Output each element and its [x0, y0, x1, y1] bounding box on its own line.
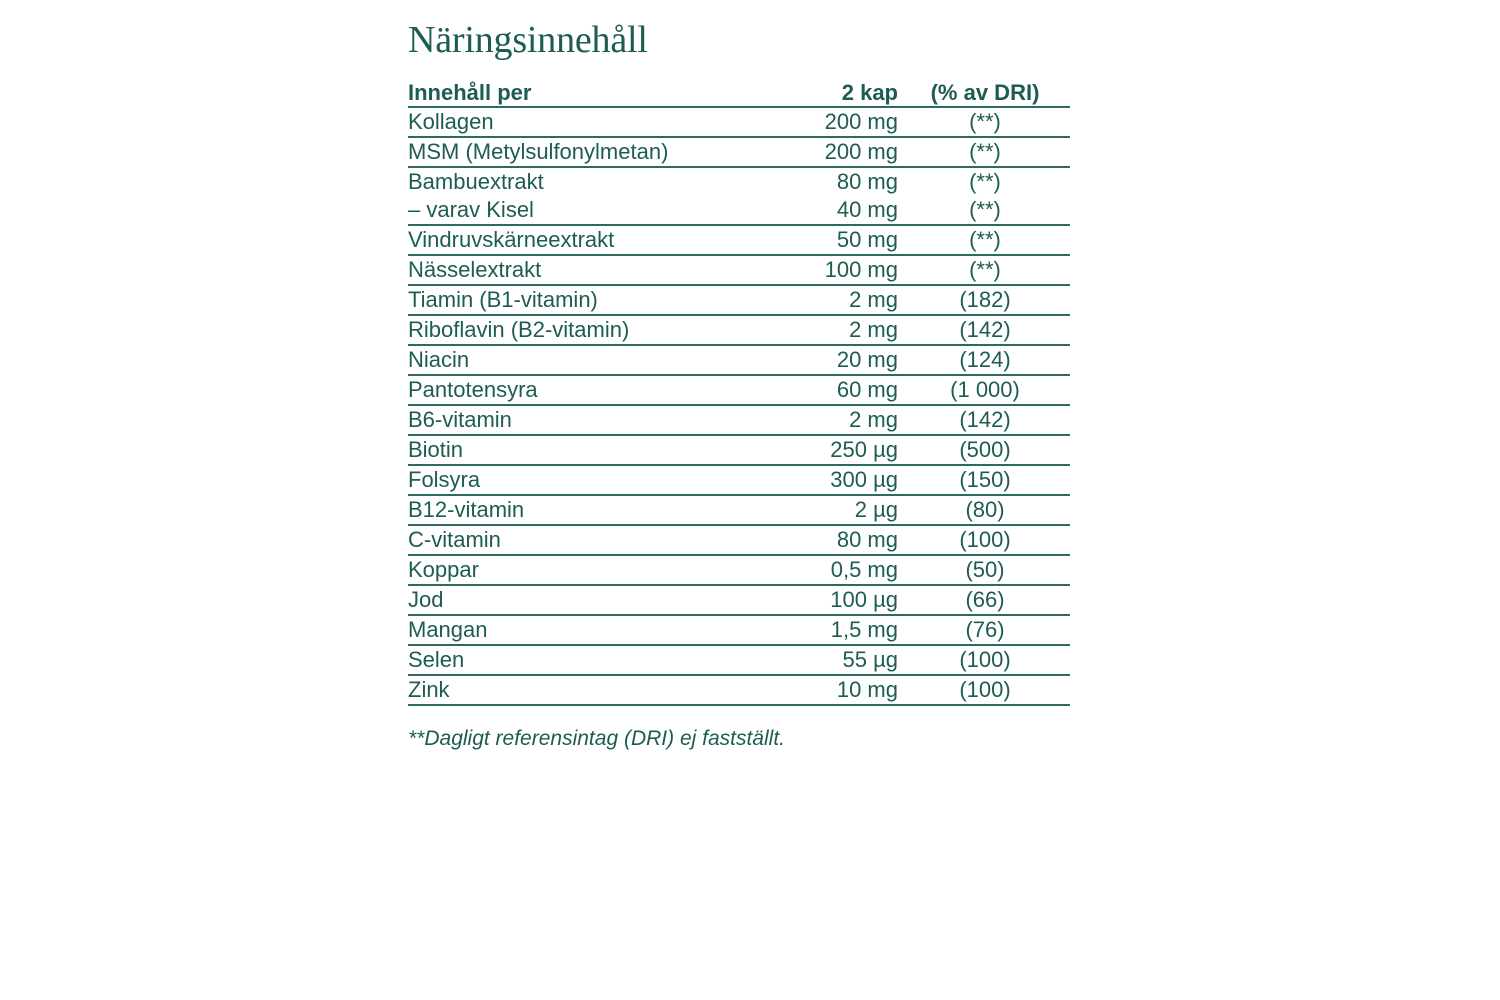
row-dri-percent [900, 435, 1070, 465]
row-nutrient-name-primary: Kollagen [408, 109, 494, 134]
table-header [408, 80, 1070, 107]
table-row [408, 465, 1070, 495]
row-nutrient-name-primary: Koppar [408, 557, 479, 582]
row-dri-percent-primary: (**) [969, 227, 1001, 252]
row-dri-percent [900, 525, 1070, 555]
row-dri-percent-primary: (**) [969, 139, 1001, 164]
row-nutrient-name-secondary: – varav Kisel [408, 197, 534, 222]
row-dri-percent [900, 345, 1070, 375]
row-amount-primary: 300 µg [830, 467, 898, 492]
footnote: **Dagligt referensintag (DRI) ej fastställt. [408, 727, 785, 750]
row-nutrient-name [408, 107, 778, 137]
row-dri-percent-primary: (124) [959, 347, 1011, 372]
row-amount [778, 495, 900, 525]
row-amount-primary: 20 mg [836, 347, 898, 372]
row-amount-primary: 2 mg [849, 317, 898, 342]
table-row [408, 435, 1070, 465]
row-dri-percent-primary: (150) [959, 467, 1011, 492]
row-amount [778, 315, 900, 345]
row-dri-percent-primary: (100) [959, 527, 1011, 552]
row-amount-primary: 50 mg [836, 227, 898, 252]
row-nutrient-name-primary: Jod [408, 587, 444, 612]
row-dri-percent-primary: (1 000) [950, 377, 1020, 402]
row-nutrient-name [408, 285, 778, 315]
row-nutrient-name [408, 465, 778, 495]
row-nutrient-name-primary: Zink [408, 677, 450, 702]
table-row [408, 405, 1070, 435]
nutrition-panel [408, 18, 1070, 752]
row-nutrient-name-primary: MSM (Metylsulfonylmetan) [408, 139, 669, 164]
row-dri-percent-primary: (100) [959, 677, 1011, 702]
row-dri-percent [900, 285, 1070, 315]
row-dri-percent-primary: (80) [965, 497, 1005, 522]
row-dri-percent-primary: (500) [959, 437, 1011, 462]
table-body [408, 107, 1070, 705]
row-nutrient-name [408, 345, 778, 375]
row-nutrient-name [408, 555, 778, 585]
table-row [408, 285, 1070, 315]
header-row [408, 80, 1070, 107]
row-dri-percent [900, 495, 1070, 525]
row-amount [778, 225, 900, 255]
row-dri-percent [900, 405, 1070, 435]
row-amount-primary: 80 mg [836, 169, 898, 194]
table-row [408, 675, 1070, 705]
row-amount-primary: 100 mg [824, 257, 898, 282]
row-dri-percent-primary: (66) [965, 587, 1005, 612]
row-amount [778, 435, 900, 465]
row-nutrient-name [408, 675, 778, 705]
row-nutrient-name-primary: Selen [408, 647, 465, 672]
table-row [408, 555, 1070, 585]
row-nutrient-name-primary: B6-vitamin [408, 407, 512, 432]
row-nutrient-name-primary: Bambuextrakt [408, 169, 544, 194]
row-dri-percent-primary: (142) [959, 317, 1011, 342]
row-amount-primary: 0,5 mg [830, 557, 898, 582]
row-nutrient-name-primary: C-vitamin [408, 527, 501, 552]
row-dri-percent [900, 555, 1070, 585]
row-nutrient-name [408, 167, 778, 225]
row-amount-secondary: 40 mg [836, 197, 898, 222]
table-row [408, 315, 1070, 345]
row-amount-primary: 2 mg [849, 407, 898, 432]
row-dri-percent [900, 465, 1070, 495]
row-nutrient-name-primary: Biotin [408, 437, 464, 462]
row-amount [778, 137, 900, 167]
row-nutrient-name [408, 225, 778, 255]
table-row [408, 107, 1070, 137]
row-amount [778, 585, 900, 615]
row-nutrient-name [408, 645, 778, 675]
row-nutrient-name [408, 495, 778, 525]
row-amount [778, 675, 900, 705]
row-dri-percent [900, 315, 1070, 345]
row-amount [778, 107, 900, 137]
row-dri-percent [900, 615, 1070, 645]
row-amount [778, 167, 900, 225]
column-header-amount: 2 kap [778, 80, 900, 107]
row-amount-primary: 80 mg [836, 527, 898, 552]
row-nutrient-name-primary: Pantotensyra [408, 377, 538, 402]
row-nutrient-name-primary: Mangan [408, 617, 488, 642]
row-amount-primary: 100 µg [830, 587, 898, 612]
row-amount [778, 645, 900, 675]
row-nutrient-name [408, 435, 778, 465]
column-header-dri: (% av DRI) [900, 80, 1070, 107]
row-nutrient-name-primary: Folsyra [408, 467, 481, 492]
row-dri-percent-primary: (182) [959, 287, 1011, 312]
row-dri-percent-secondary: (**) [969, 197, 1001, 222]
row-dri-percent [900, 167, 1070, 225]
table-row [408, 615, 1070, 645]
table-row [408, 255, 1070, 285]
row-dri-percent-primary: (**) [969, 169, 1001, 194]
row-amount [778, 345, 900, 375]
row-amount [778, 555, 900, 585]
row-amount [778, 405, 900, 435]
row-dri-percent [900, 675, 1070, 705]
table-row [408, 137, 1070, 167]
row-amount [778, 465, 900, 495]
row-nutrient-name [408, 255, 778, 285]
table-row [408, 525, 1070, 555]
table-row [408, 167, 1070, 225]
row-dri-percent-primary: (50) [965, 557, 1005, 582]
table-row [408, 345, 1070, 375]
table-row [408, 585, 1070, 615]
row-amount [778, 255, 900, 285]
row-amount-primary: 200 mg [824, 109, 898, 134]
row-nutrient-name-primary: Tiamin (B1-vitamin) [408, 287, 598, 312]
row-dri-percent [900, 225, 1070, 255]
row-nutrient-name [408, 525, 778, 555]
row-amount-primary: 10 mg [836, 677, 898, 702]
row-amount-primary: 250 µg [830, 437, 898, 462]
row-nutrient-name-primary: Niacin [408, 347, 470, 372]
row-nutrient-name [408, 137, 778, 167]
row-dri-percent-primary: (**) [969, 257, 1001, 282]
nutrition-table [408, 80, 1070, 706]
page-title: Näringsinnehåll [408, 19, 648, 61]
row-amount-primary: 1,5 mg [830, 617, 898, 642]
table-row [408, 375, 1070, 405]
row-nutrient-name [408, 405, 778, 435]
row-amount [778, 615, 900, 645]
row-amount [778, 375, 900, 405]
row-dri-percent [900, 107, 1070, 137]
row-dri-percent-primary: (**) [969, 109, 1001, 134]
table-row [408, 645, 1070, 675]
column-header-name: Innehåll per [408, 80, 778, 107]
table-row [408, 495, 1070, 525]
row-amount [778, 285, 900, 315]
row-nutrient-name-primary: Nässelextrakt [408, 257, 542, 282]
row-amount-primary: 200 mg [824, 139, 898, 164]
row-amount-primary: 2 mg [849, 287, 898, 312]
row-nutrient-name-primary: B12-vitamin [408, 497, 525, 522]
row-nutrient-name [408, 585, 778, 615]
row-dri-percent [900, 137, 1070, 167]
row-dri-percent [900, 375, 1070, 405]
row-dri-percent-primary: (142) [959, 407, 1011, 432]
row-nutrient-name-primary: Vindruvskärneextrakt [408, 227, 615, 252]
row-amount [778, 525, 900, 555]
row-dri-percent [900, 585, 1070, 615]
row-dri-percent-primary: (100) [959, 647, 1011, 672]
row-nutrient-name [408, 315, 778, 345]
table-row [408, 225, 1070, 255]
row-amount-primary: 2 µg [854, 497, 898, 522]
row-dri-percent [900, 255, 1070, 285]
row-amount-primary: 60 mg [836, 377, 898, 402]
row-nutrient-name [408, 615, 778, 645]
row-nutrient-name-primary: Riboflavin (B2-vitamin) [408, 317, 630, 342]
row-dri-percent [900, 645, 1070, 675]
row-nutrient-name [408, 375, 778, 405]
row-amount-primary: 55 µg [842, 647, 898, 672]
row-dri-percent-primary: (76) [965, 617, 1005, 642]
